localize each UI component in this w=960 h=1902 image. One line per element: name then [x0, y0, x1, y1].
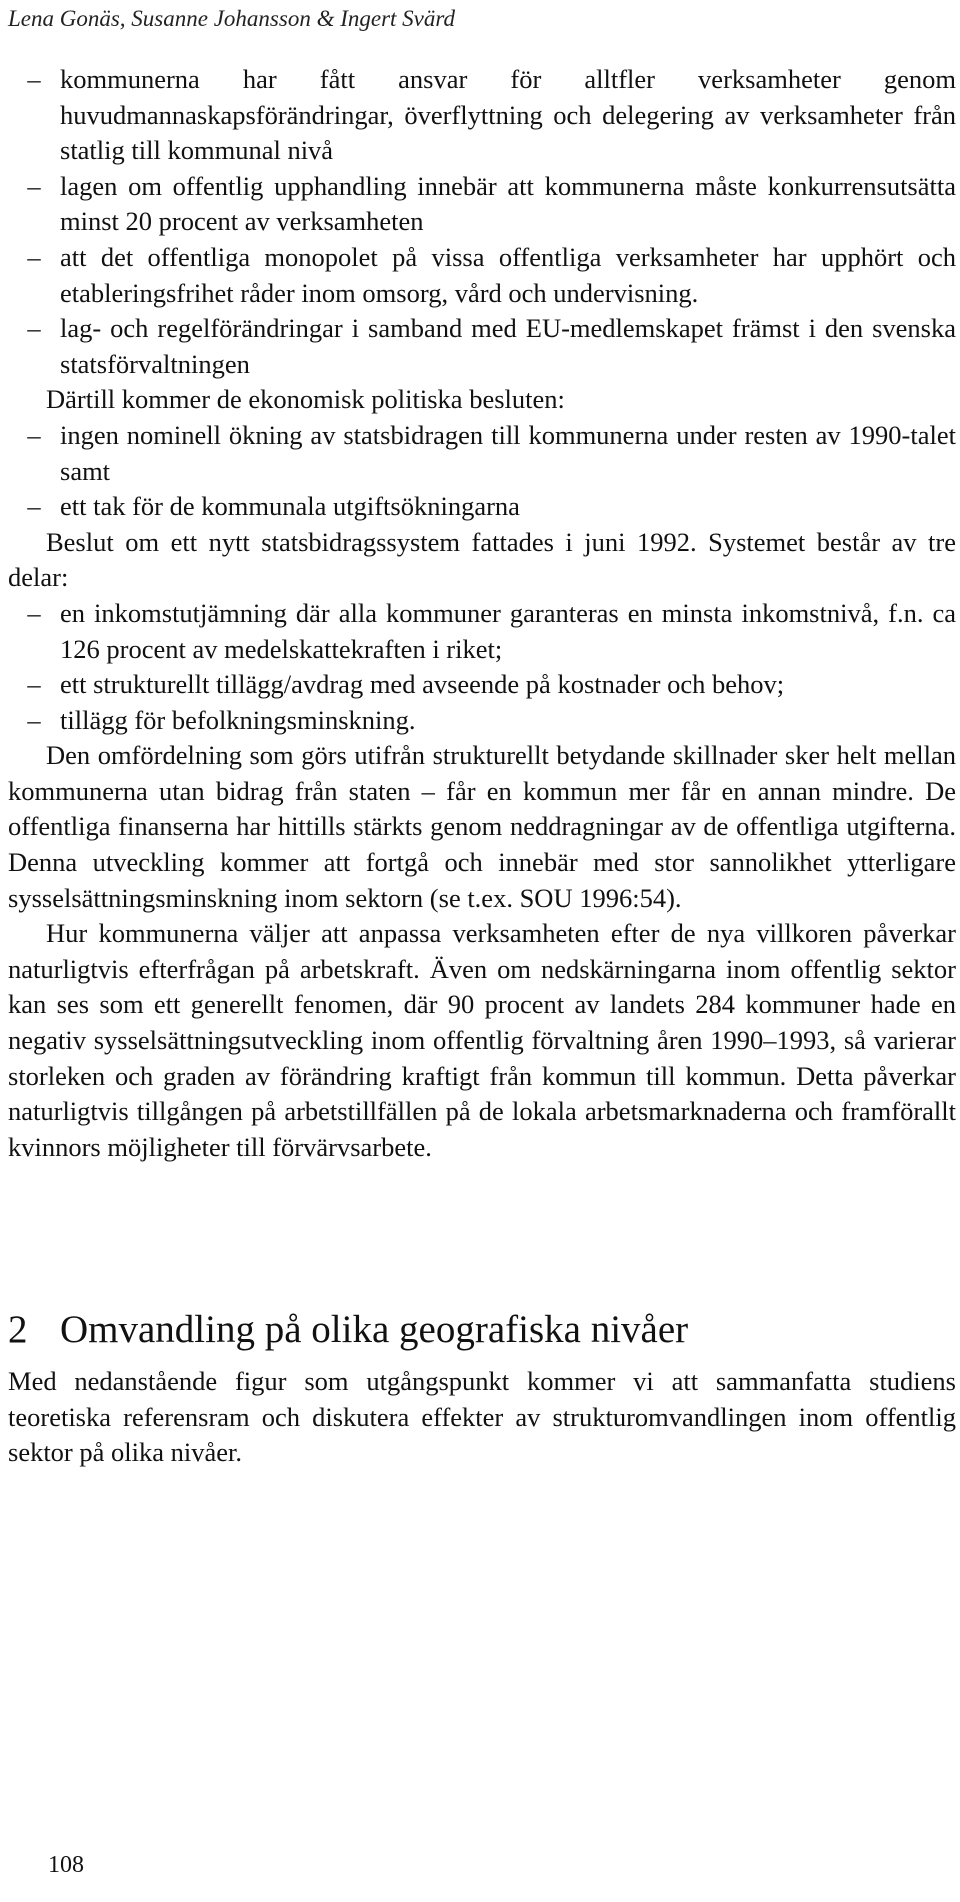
list-item-text: lagen om offentlig upphandling innebär att kommunerna måste konkurrensutsätta minst 20 procent av verksamheten	[60, 170, 956, 237]
list-item	[8, 240, 956, 311]
list-item-text: lag- och regelförändringar i samband med EU-medlemskapet främst i den svenska statsförvaltningen	[60, 313, 956, 379]
list-item-text: ett tak för de kommunala utgiftsökningarna	[60, 491, 520, 522]
section-number: 2	[8, 1308, 28, 1351]
list-item-text: ingen nominell ökning av statsbidragen till kommunerna under resten av 1990-talet samt	[60, 419, 956, 486]
running-head: Lena Gonäs, Susanne Johansson & Ingert Svärd	[8, 6, 455, 31]
page-number: 108	[48, 1852, 84, 1878]
list-dash: –	[27, 419, 41, 450]
list-item	[8, 418, 956, 489]
paragraph-dartill: Därtill kommer de ekonomisk politiska besluten:	[46, 384, 565, 415]
paragraph-beslut: Beslut om ett nytt statsbidragssystem fattades i juni 1992. Systemet består av tre delar:	[8, 526, 956, 593]
bullet-list-changes	[8, 62, 956, 382]
list-item	[8, 62, 956, 169]
list-item	[8, 311, 956, 382]
bullet-list-decisions	[8, 418, 956, 525]
list-item	[8, 489, 956, 525]
section-title: Omvandling på olika geografiska nivåer	[60, 1308, 689, 1351]
list-dash: –	[27, 313, 41, 344]
list-item	[8, 703, 956, 739]
section-heading	[8, 1308, 688, 1352]
list-dash: –	[27, 64, 41, 94]
list-item	[8, 667, 956, 703]
list-dash: –	[27, 241, 41, 272]
list-item-text: kommunerna har fått ansvar för alltfler verksamheter genom huvudmannaskapsförändringar, överflyttning och delegering av verksamheter från statlig till kommunal nivå	[60, 64, 956, 166]
paragraph-intro: Med nedanstående figur som utgångspunkt kommer vi att sammanfatta studiens teoretiska referensram och diskutera effekter av strukturomvandlingen inom offentlig sektor på olika nivåer.	[8, 1366, 956, 1468]
list-item-text: ett strukturellt tillägg/avdrag med avseende på kostnader och behov;	[60, 669, 785, 700]
list-item	[8, 169, 956, 240]
bullet-list-system	[8, 596, 956, 738]
list-dash: –	[27, 170, 41, 201]
paragraph-omfordelning: Den omfördelning som görs utifrån strukturellt betydande skillnader sker helt mellan kommunerna utan bidrag från staten – får en kommun mer får en annan mindre. De offentliga finanserna har hittills stärkts genom neddragningar av de offentliga utgifterna. Denna utveckling kommer att fortgå och innebär med stor sannolikhet ytterligare sysselsättningsminskning inom sektorn (se t.ex. SOU 1996:54).	[8, 740, 956, 913]
list-dash: –	[27, 491, 41, 522]
list-dash: –	[27, 704, 41, 735]
list-item	[8, 596, 956, 667]
list-dash: –	[27, 669, 41, 700]
body-text	[8, 62, 956, 1165]
paragraph-hur: Hur kommunerna väljer att anpassa verksamheten efter de nya villkoren påverkar naturligtvis efterfrågan på arbetskraft. Även om nedskärningarna inom offentlig sektor kan ses som ett generellt fenomen, där 90 procent av landets 284 kommuner hade en negativ sysselsättningsutveckling inom offentlig förvaltning åren 1990–1993, så varierar storleken och graden av förändring kraftigt från kommun till kommun. Detta påverkar naturligtvis tillgången på arbetstillfällen på de lokala arbetsmarknaderna och framförallt kvinnors möjligheter till förvärvsarbete.	[8, 918, 956, 1162]
list-dash: –	[27, 597, 41, 628]
list-item-text: tillägg för befolkningsminskning.	[60, 704, 416, 735]
list-item-text: en inkomstutjämning där alla kommuner garanteras en minsta inkomstnivå, f.n. ca 126 procent av medelskattekraften i riket;	[60, 597, 956, 664]
list-item-text: att det offentliga monopolet på vissa offentliga verksamheter har upphört och etableringsfrihet råder inom omsorg, vård och undervisning.	[60, 241, 956, 308]
